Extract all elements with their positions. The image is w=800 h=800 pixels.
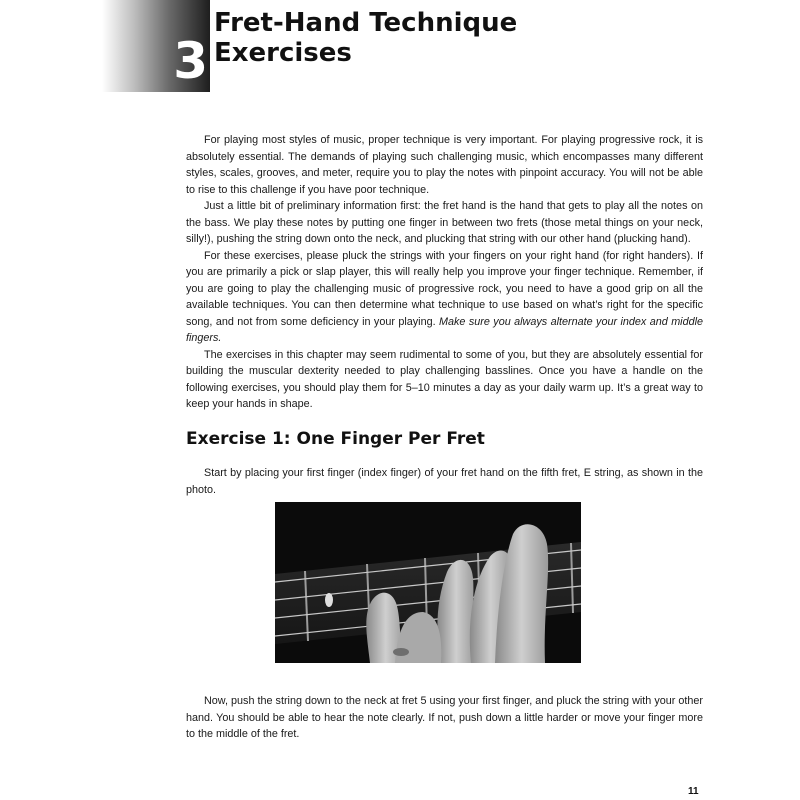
- chapter-title: [214, 8, 517, 68]
- exercise-intro-paragraph: Start by placing your first finger (index finger) of your fret hand on the fifth fret, E string, as shown in the photo.: [186, 467, 703, 496]
- page-number: 11: [688, 786, 699, 797]
- chapter-title-line1: Fret-Hand Technique: [214, 8, 518, 38]
- exercise-heading: Exercise 1: One Finger Per Fret: [186, 429, 485, 449]
- paragraph-3: [186, 248, 703, 347]
- paragraph-1: For playing most styles of music, proper technique is very important. For playing progressive rock, it is absolutely essential. The demands of playing such challenging music, which encompasses many different styles, scales, grooves, and meter, require you to play the notes with pinpoint accuracy. You will not be able to rise to this challenge if you have poor technique.: [186, 134, 703, 196]
- after-photo-text: [186, 693, 703, 743]
- paragraph-4: The exercises in this chapter may seem rudimental to some of you, but they are absolutely essential for building the muscular dexterity needed to play challenging basslines. Once you have a handle on the following exercises, you should play them for 5–10 minutes a day as your daily warm up. It’s a great way to keep your hands in shape.: [186, 348, 703, 410]
- after-photo-paragraph: Now, push the string down to the neck at fret 5 using your first finger, and pluck the string with your other hand. You should be able to hear the note clearly. If not, push down a little harder or move your finger more to the middle of the fret.: [186, 695, 703, 740]
- exercise-intro: [186, 465, 703, 498]
- chapter-title-line2: Exercises: [214, 38, 352, 68]
- chapter-number-block: [102, 0, 210, 92]
- paragraph-3-text: For these exercises, please pluck the strings with your fingers on your right hand (for right handers). If you are primarily a pick or slap player, this will really help you improve your finger technique. Remember, if you are going to play the challenging music of progressive rock, you need to have a good grip on all the available techniques. You can then determine what technique to use based on what’s right for the specific song, and not from some deficiency in your playing.: [186, 249, 703, 328]
- fret-hand-photo-image: [275, 502, 581, 663]
- chapter-number: 3: [173, 32, 208, 90]
- paragraph-2: Just a little bit of preliminary information first: the fret hand is the hand that gets to play all the notes on the bass. We play these notes by putting one finger in between two frets (those metal things on your neck, silly!), pushing the string down onto the neck, and plucking that string with our other hand (plucking hand).: [186, 200, 703, 245]
- intro-paragraphs: [186, 132, 703, 413]
- paragraph-3-emphasis: Make sure you always alternate your index and middle fingers.: [186, 315, 703, 344]
- fret-hand-photo: [275, 502, 581, 663]
